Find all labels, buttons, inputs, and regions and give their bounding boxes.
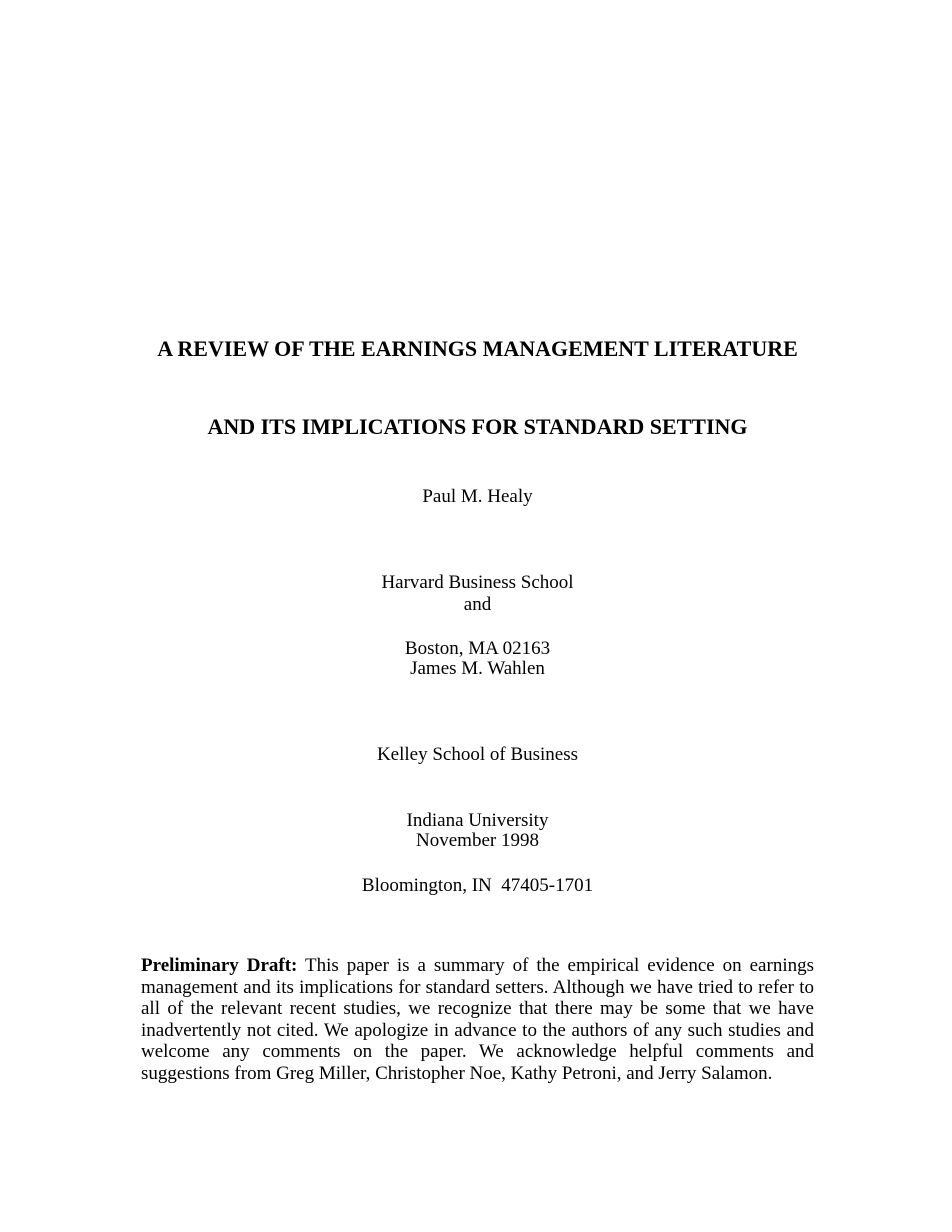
- author-1-affiliation-line-1: Harvard Business School: [381, 572, 574, 594]
- author-2-affiliation: [141, 701, 814, 940]
- author-1-affiliation-line-2: Boston, MA 02163: [404, 637, 551, 659]
- author-2-affiliation-line-1: Kelley School of Business: [376, 744, 579, 766]
- author-connector: and: [463, 594, 492, 615]
- author-1-name: Paul M. Healy: [422, 486, 533, 507]
- author-2-affiliation-line-3: Bloomington, IN 47405-1701: [361, 874, 594, 896]
- author-2-affiliation-line-2: Indiana University: [406, 809, 549, 831]
- paper-title-line-2: AND ITS IMPLICATIONS FOR STANDARD SETTING: [207, 414, 748, 439]
- preliminary-draft-text: This paper is a summary of the empirical evidence on earnings management and its implications for standard setters. Although we have tried to refer to all of the relevant recent studies, we recognize that there may be some that we have inadvertently not cited. We apologize in advance to the authors of any such studies and welcome any comments on the paper. We acknowledge helpful comments and suggestions from Greg Miller, Christopher Noe, Kathy Petroni, and Jerry Salamon.: [141, 955, 814, 1084]
- preliminary-draft-note: [141, 955, 814, 1085]
- paper-title-line-1: A REVIEW OF THE EARNINGS MANAGEMENT LITERATURE: [157, 336, 798, 361]
- preliminary-draft-label: Preliminary Draft:: [141, 955, 298, 976]
- author-2-name: James M. Wahlen: [410, 658, 545, 679]
- paper-date: November 1998: [416, 830, 539, 851]
- paper-title: [141, 284, 814, 492]
